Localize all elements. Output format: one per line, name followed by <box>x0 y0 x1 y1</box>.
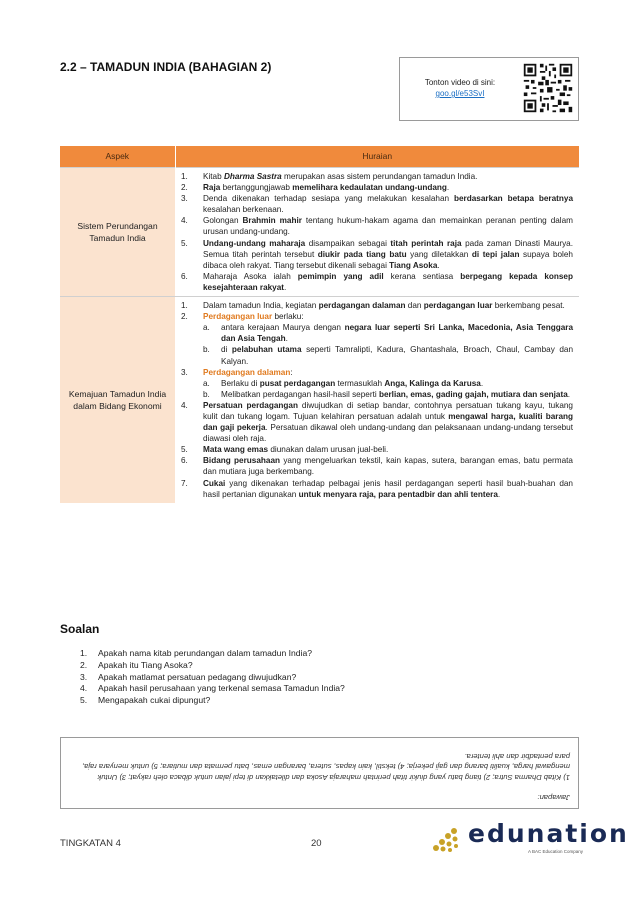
item-text <box>203 238 573 271</box>
item-text <box>203 478 573 500</box>
text-run: diwujudkan di setiap bandar, contohnya persatuan tukang kayu, tukang kulit dan tukang logam. Tujuan kelahiran persatuan adalah untuk <box>203 400 573 421</box>
text-run: antara kerajaan Maurya dengan <box>221 323 345 333</box>
sub-item-text <box>221 322 573 344</box>
text-run: Dharma Sastra <box>223 172 282 181</box>
text-run: Bidang perusahaan <box>203 456 281 466</box>
text-run: berlaku: <box>272 312 304 322</box>
table-row-ekonomi <box>60 297 579 503</box>
question-number: 2. <box>80 659 88 670</box>
logo-text: edunation <box>468 819 629 848</box>
text-run: diukir pada tiang batu <box>317 249 407 259</box>
item-number: 6. <box>181 271 188 281</box>
text-run: Anga, Kalinga da Karusa <box>384 378 481 388</box>
list-item <box>179 193 573 215</box>
list-item <box>179 311 573 366</box>
aspek-perundangan: Sistem Perundangan Tamadun India <box>60 168 175 297</box>
text-run: . Persatuan dikawal oleh undang-undang dan pelaksanaan undang-undang tersebut diawasi oleh raja. <box>203 423 573 444</box>
question-text: Apakah itu Tiang Asoka? <box>98 659 193 670</box>
item-number: 3. <box>181 367 188 377</box>
sub-list-item <box>203 389 573 400</box>
text-run: Cukai <box>203 478 226 488</box>
list-item <box>179 182 573 193</box>
text-run: Tiang Asoka <box>389 260 438 270</box>
list-item <box>179 171 573 182</box>
col-header-huraian: Huraian <box>175 146 579 168</box>
text-run: perdagangan luar <box>423 301 493 311</box>
sub-list-item <box>203 322 573 344</box>
text-run: . <box>284 282 287 292</box>
content-table <box>60 146 579 503</box>
page-number: 20 <box>311 838 322 849</box>
question-text: Apakah nama kitab perundangan dalam tamadun India? <box>98 648 313 658</box>
text-run: . <box>446 183 450 193</box>
question-number: 5. <box>80 695 88 706</box>
text-run: di tepi jalan <box>471 249 520 259</box>
answer-label: Jawapan: <box>537 793 570 802</box>
text-run: pelabuhan utama <box>231 345 302 355</box>
list-item <box>179 215 573 237</box>
text-run: . <box>497 489 501 499</box>
text-run: negara luar seperti Sri Lanka, Macedonia, Asia Tenggara dan Asia Tengah <box>221 323 573 344</box>
question-item <box>80 672 345 684</box>
col-header-aspek: Aspek <box>60 146 175 168</box>
question-item <box>80 695 345 707</box>
question-text: Apakah hasil perusahaan yang terkenal semasa Tamadun India? <box>98 683 345 694</box>
question-text: Mengapakah cukai dipungut? <box>98 695 211 706</box>
text-run: untuk menyara raja, para pentadbir dan ahli tentera <box>298 489 498 499</box>
list-item <box>179 444 573 455</box>
question-number: 1. <box>80 648 88 658</box>
question-list <box>80 648 345 707</box>
footer-level: TINGKATAN 4 <box>60 838 121 849</box>
sub-list <box>203 322 573 366</box>
question-text: Apakah matlamat persatuan pedagang diwujudkan? <box>98 671 297 682</box>
text-run: dan <box>405 301 424 311</box>
text-run: yang dikenakan terhadap pelbagai jenis hasil perdagangan seperti hasil buah-buahan dan hasil pertanian digunakan <box>203 478 573 499</box>
item-text <box>203 171 573 182</box>
text-run: Dalam tamadun India, kegiatan <box>203 301 319 311</box>
points-list <box>179 171 573 293</box>
text-run: Maharaja Asoka ialah <box>203 271 298 281</box>
table-row-perundangan <box>60 168 579 297</box>
item-text <box>203 444 573 455</box>
text-run: berdasarkan betapa beratnya <box>453 194 573 204</box>
item-number: 2. <box>181 312 188 322</box>
table-header-row <box>60 146 579 168</box>
item-text <box>203 193 573 215</box>
item-text <box>203 311 573 322</box>
aspek-ekonomi: Kemajuan Tamadun India dalam Bidang Ekonomi <box>60 297 175 503</box>
text-run: . <box>285 334 288 344</box>
text-run: Undang-undang maharaja <box>203 238 306 248</box>
logo-mark-icon <box>430 824 468 854</box>
text-run: Brahmin mahir <box>242 216 302 226</box>
huraian-ekonomi <box>175 297 579 503</box>
text-run: pada zaman Dinasti Maurya. Semua titah perintah tersebut <box>203 238 573 259</box>
video-link[interactable]: goo.gl/e53SvI <box>435 89 485 98</box>
list-item <box>179 478 573 500</box>
item-number: 6. <box>181 456 188 466</box>
sub-item-letter: b. <box>203 389 210 399</box>
text-run: . <box>567 389 571 399</box>
text-run: Perdagangan dalaman <box>203 367 291 377</box>
text-run: Mata wang emas <box>203 445 269 455</box>
text-run: perdagangan dalaman <box>318 301 406 311</box>
text-run: Raja <box>203 183 221 193</box>
edunation-logo <box>430 818 629 860</box>
text-run: disampaikan sebagai <box>305 238 391 248</box>
text-run: bertanggungjawab <box>220 183 293 193</box>
text-run: titah perintah raja <box>390 238 462 248</box>
item-text <box>203 271 573 293</box>
item-number: 5. <box>181 238 188 248</box>
text-run: mengawal harga, kualiti barang dan gaji pekerja <box>203 411 573 433</box>
text-run: di <box>221 345 232 355</box>
item-number: 7. <box>181 478 188 488</box>
text-run: yang mengeluarkan tekstil, kain kapas, sutera, barangan emas, batu permata dan mutiara juga berkembang. <box>203 456 573 477</box>
text-run: Denda dikenakan terhadap sesiapa yang melakukan kesalahan <box>203 194 454 204</box>
item-number: 4. <box>181 400 188 410</box>
list-item <box>179 367 573 400</box>
sub-item-text <box>221 378 573 389</box>
sub-item-letter: b. <box>203 345 210 355</box>
item-text <box>203 182 573 193</box>
qr-code-icon[interactable] <box>522 62 574 114</box>
question-item <box>80 648 345 660</box>
text-run: : <box>290 367 293 377</box>
sub-item-text <box>221 344 573 366</box>
text-run: pusat perdagangan <box>259 378 336 388</box>
item-number: 3. <box>181 194 188 204</box>
sub-list <box>203 378 573 400</box>
question-item <box>80 660 345 672</box>
list-item <box>179 455 573 477</box>
video-label: Tonton video di sini: <box>424 78 496 87</box>
item-number: 1. <box>181 301 188 311</box>
item-text <box>203 455 573 477</box>
sub-item-text <box>221 389 573 400</box>
item-number: 1. <box>181 172 188 181</box>
text-run: Kitab <box>203 172 224 181</box>
answer-text: 1) Kitab Dharma Sutra; 2) tiang batu yang diukir titah perintah maharaja Asoka dan diletakkan di tepi jalan untuk dibaca oleh rakyat; 3) Untuk mengawal harga, kualiti barang dan gaji pekerja; 4) tekstil, kain kapas, sutera, barangan emas, batu permata dan mutiara; 5) untuk menyara raja, para pentadbir dan ahli tentera. <box>82 752 570 782</box>
text-run: Berlaku di <box>221 378 260 388</box>
soalan-title: Soalan <box>60 622 100 636</box>
text-run: yang diletakkan <box>406 249 472 259</box>
list-item <box>179 300 573 311</box>
text-run: diunakan dalam urusan jual-beli. <box>268 445 389 455</box>
list-item <box>179 400 573 444</box>
item-text <box>203 300 573 311</box>
video-callout <box>399 57 579 121</box>
list-item <box>179 271 573 293</box>
text-run: Perdagangan luar <box>203 312 273 322</box>
huraian-perundangan <box>175 168 579 297</box>
text-run: . <box>480 378 484 388</box>
sub-list-item <box>203 344 573 366</box>
answer-box <box>60 737 579 809</box>
page-title: 2.2 – TAMADUN INDIA (BAHAGIAN 2) <box>60 60 272 74</box>
text-run: Persatuan perdagangan <box>203 400 298 410</box>
text-run: kerana sentiasa <box>383 271 461 281</box>
points-list <box>179 300 573 500</box>
answer-upside-down <box>61 738 578 808</box>
text-run: Golongan <box>203 216 243 226</box>
question-number: 4. <box>80 683 88 694</box>
sub-item-letter: a. <box>203 323 210 333</box>
text-run: pemimpin yang adil <box>297 271 384 281</box>
text-run: . <box>437 260 440 270</box>
list-item <box>179 238 573 271</box>
question-item <box>80 683 345 695</box>
item-text <box>203 400 573 444</box>
item-text <box>203 215 573 237</box>
text-run: merupakan asas sistem perundangan tamadun India. <box>281 172 478 181</box>
sub-item-letter: a. <box>203 378 210 388</box>
text-run: berlian, emas, gading gajah, mutiara dan senjata <box>378 389 568 399</box>
item-number: 4. <box>181 216 188 226</box>
item-number: 5. <box>181 445 188 455</box>
text-run: seperti Tamralipti, Kadura, Ghantashala, Broach, Chaul, Cambay dan Kalyan. <box>221 345 573 366</box>
logo-tagline: A BAC Education Company <box>528 849 584 854</box>
text-run: berpegang kepada konsep kesejahteraan rakyat <box>203 271 573 292</box>
text-run: berkembang pesat. <box>492 301 565 311</box>
text-run: Melibatkan perdagangan hasil-hasil seperti <box>221 389 379 399</box>
text-run: tentang hukum-hakam agama dan memainkan peranan penting dalam urusan undang-undang. <box>203 216 573 237</box>
text-run: termasuklah <box>335 378 385 388</box>
text-run: kesalahan berkenaan. <box>203 205 284 215</box>
sub-list-item <box>203 378 573 389</box>
question-number: 3. <box>80 671 88 682</box>
item-text <box>203 367 573 378</box>
text-run: memelihara kedaulatan undang-undang <box>292 183 447 193</box>
video-text <box>410 77 510 99</box>
item-number: 2. <box>181 183 188 193</box>
text-run: supaya boleh dibaca oleh rakyat. Tiang tersebut dikenali sebagai <box>203 249 573 270</box>
